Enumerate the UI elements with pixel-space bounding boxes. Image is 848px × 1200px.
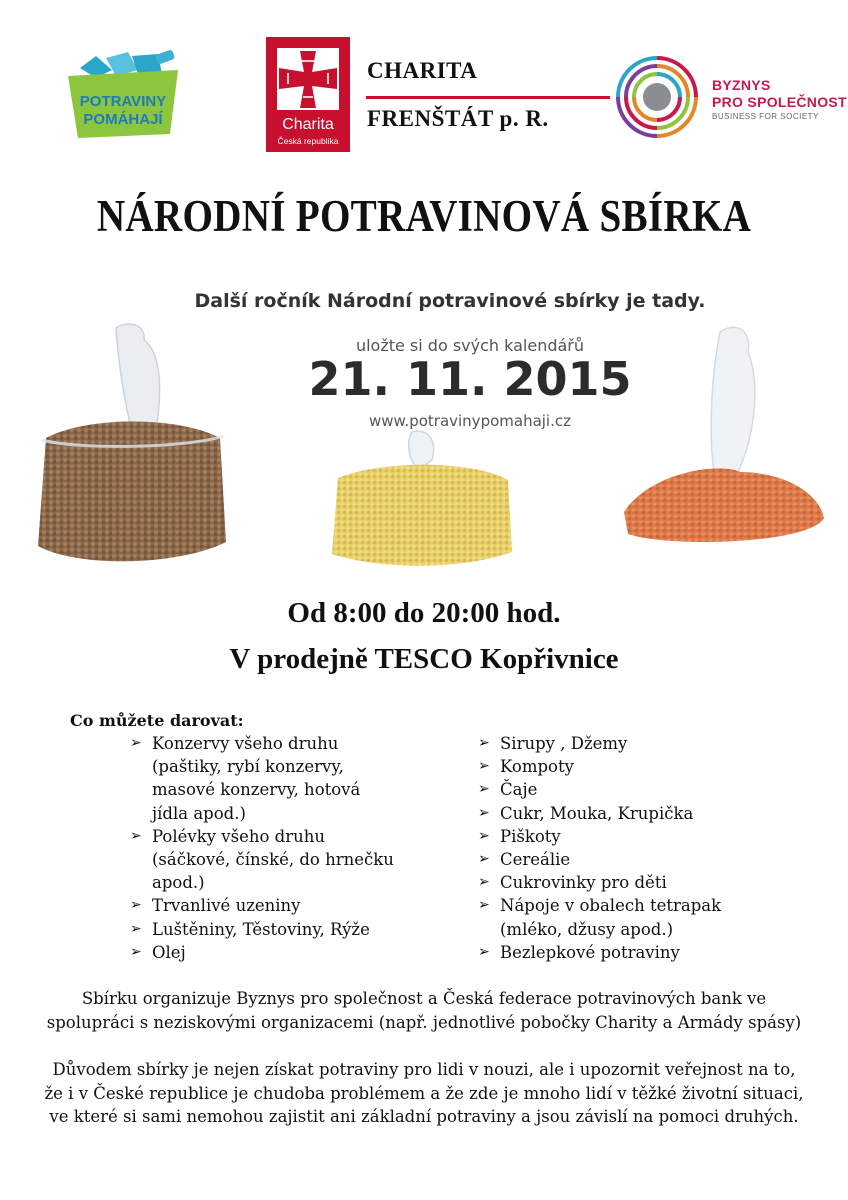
list-item-label: Piškoty [500,826,561,846]
charita-badge-country: Česká republika [277,136,339,146]
byznys-name-line2: PRO SPOLEČNOST [712,94,847,110]
list-item-label: Trvanlivé uzeniny [152,896,301,916]
list-item-note: (mléko, džusy apod.) [500,919,674,939]
list-item [478,802,778,825]
donate-list-left [130,732,420,964]
banner-headline: Další ročník Národní potravinové sbírky je tady. [194,290,706,312]
list-item-label: Kompoty [500,757,574,777]
paragraph-line: spolupráci s neziskovými organizacemi (např. jednotlivé pobočky Charity a Armády spásy) [46,1012,802,1032]
list-item-label: Konzervy všeho druhu [152,734,339,753]
list-item-label: Polévky všeho druhu [152,826,325,846]
paragraph-line: ve které si sami nemohou zajistit ani základní potraviny a jsou závislí na pomoci druhých. [49,1107,799,1126]
list-item [130,918,420,941]
list-item [130,825,420,895]
byznys-name-line1: BYZNYS [712,77,771,93]
lentil-bag-image [610,322,835,552]
list-item-label: Luštěniny, Těstoviny, Rýže [152,919,370,939]
list-item-note: masové konzervy, hotová [152,780,361,800]
arrow-bullet-icon: ➢ [478,897,490,914]
arrow-bullet-icon: ➢ [130,920,142,937]
list-item-label: Čaje [500,780,538,800]
arrow-bullet-icon: ➢ [478,735,490,751]
arrow-bullet-icon: ➢ [130,943,142,960]
reason-paragraph [0,1058,848,1129]
arrow-bullet-icon: ➢ [130,827,142,844]
arrow-bullet-icon: ➢ [130,735,142,751]
paragraph-line: že i v České republice je chudoba problémem a že zde je mnoho lidí v těžké životní situaci, [44,1083,804,1103]
list-item [478,778,778,801]
banner-date: 21. 11. 2015 [308,352,632,406]
millet-bag-image [322,430,522,570]
list-item-label: Sirupy , Džemy [500,734,628,753]
list-item-note: jídla apod.) [152,803,246,823]
arrow-bullet-icon: ➢ [478,943,490,960]
list-item-label: Cereálie [500,850,571,870]
paragraph-line: Důvodem sbírky je nejen získat potraviny pro lidi v nouzi, ale i upozornit veřejnost na to, [52,1060,796,1079]
arrow-bullet-icon: ➢ [478,874,490,891]
logo-potraviny-text: POTRAVINY [79,93,167,110]
list-item-label: Nápoje v obalech tetrapak [500,896,722,916]
list-item [130,894,420,917]
arrow-bullet-icon: ➢ [478,851,490,868]
list-item-label: Cukrovinky pro děti [500,873,667,893]
event-place: V prodejně TESCO Kopřivnice [229,643,619,675]
donate-list-right [478,732,778,964]
list-item-note: apod.) [152,873,205,893]
list-item-label: Bezlepkové potraviny [500,942,680,962]
buckwheat-bag-image [28,320,238,570]
list-item-label: Olej [152,942,186,962]
list-item [130,732,420,825]
byznys-logo-mark [612,52,702,142]
arrow-bullet-icon: ➢ [478,827,490,844]
organizers-paragraph [0,987,848,1034]
logo-pomahaji-text: POMÁHAJÍ [83,111,163,128]
charita-badge-name: Charita [282,116,334,133]
banner-url: www.potravinypomahaji.cz [369,412,571,430]
list-item-label: Cukr, Mouka, Krupička [500,803,694,823]
arrow-bullet-icon: ➢ [478,758,490,775]
list-item [478,755,778,778]
list-item [478,941,778,964]
potraviny-pomahaji-logo [66,50,184,142]
list-item [478,894,778,940]
list-item-note: (paštiky, rybí konzervy, [152,757,344,777]
page-title: NÁRODNÍ POTRAVINOVÁ SBÍRKA [96,191,752,241]
event-time: Od 8:00 do 20:00 hod. [287,597,561,629]
donate-heading: Co můžete darovat: [70,711,244,730]
arrow-bullet-icon: ➢ [478,804,490,821]
list-item [130,941,420,964]
arrow-bullet-icon: ➢ [478,781,490,798]
list-item [478,825,778,848]
charita-name: CHARITA [367,58,478,83]
charita-location: FRENŠTÁT p. R. [367,106,549,131]
charita-logo [266,37,350,152]
list-item [478,848,778,871]
byznys-tagline: BUSINESS FOR SOCIETY [712,112,819,121]
paragraph-line: Sbírku organizuje Byznys pro společnost a Česká federace potravinových bank ve [81,989,767,1008]
list-item [478,732,778,755]
charita-divider [366,96,610,99]
arrow-bullet-icon: ➢ [130,897,142,914]
list-item-note: (sáčkové, čínské, do hrnečku [152,850,394,870]
list-item [478,871,778,894]
banner-subline: uložte si do svých kalendářů [355,336,585,355]
